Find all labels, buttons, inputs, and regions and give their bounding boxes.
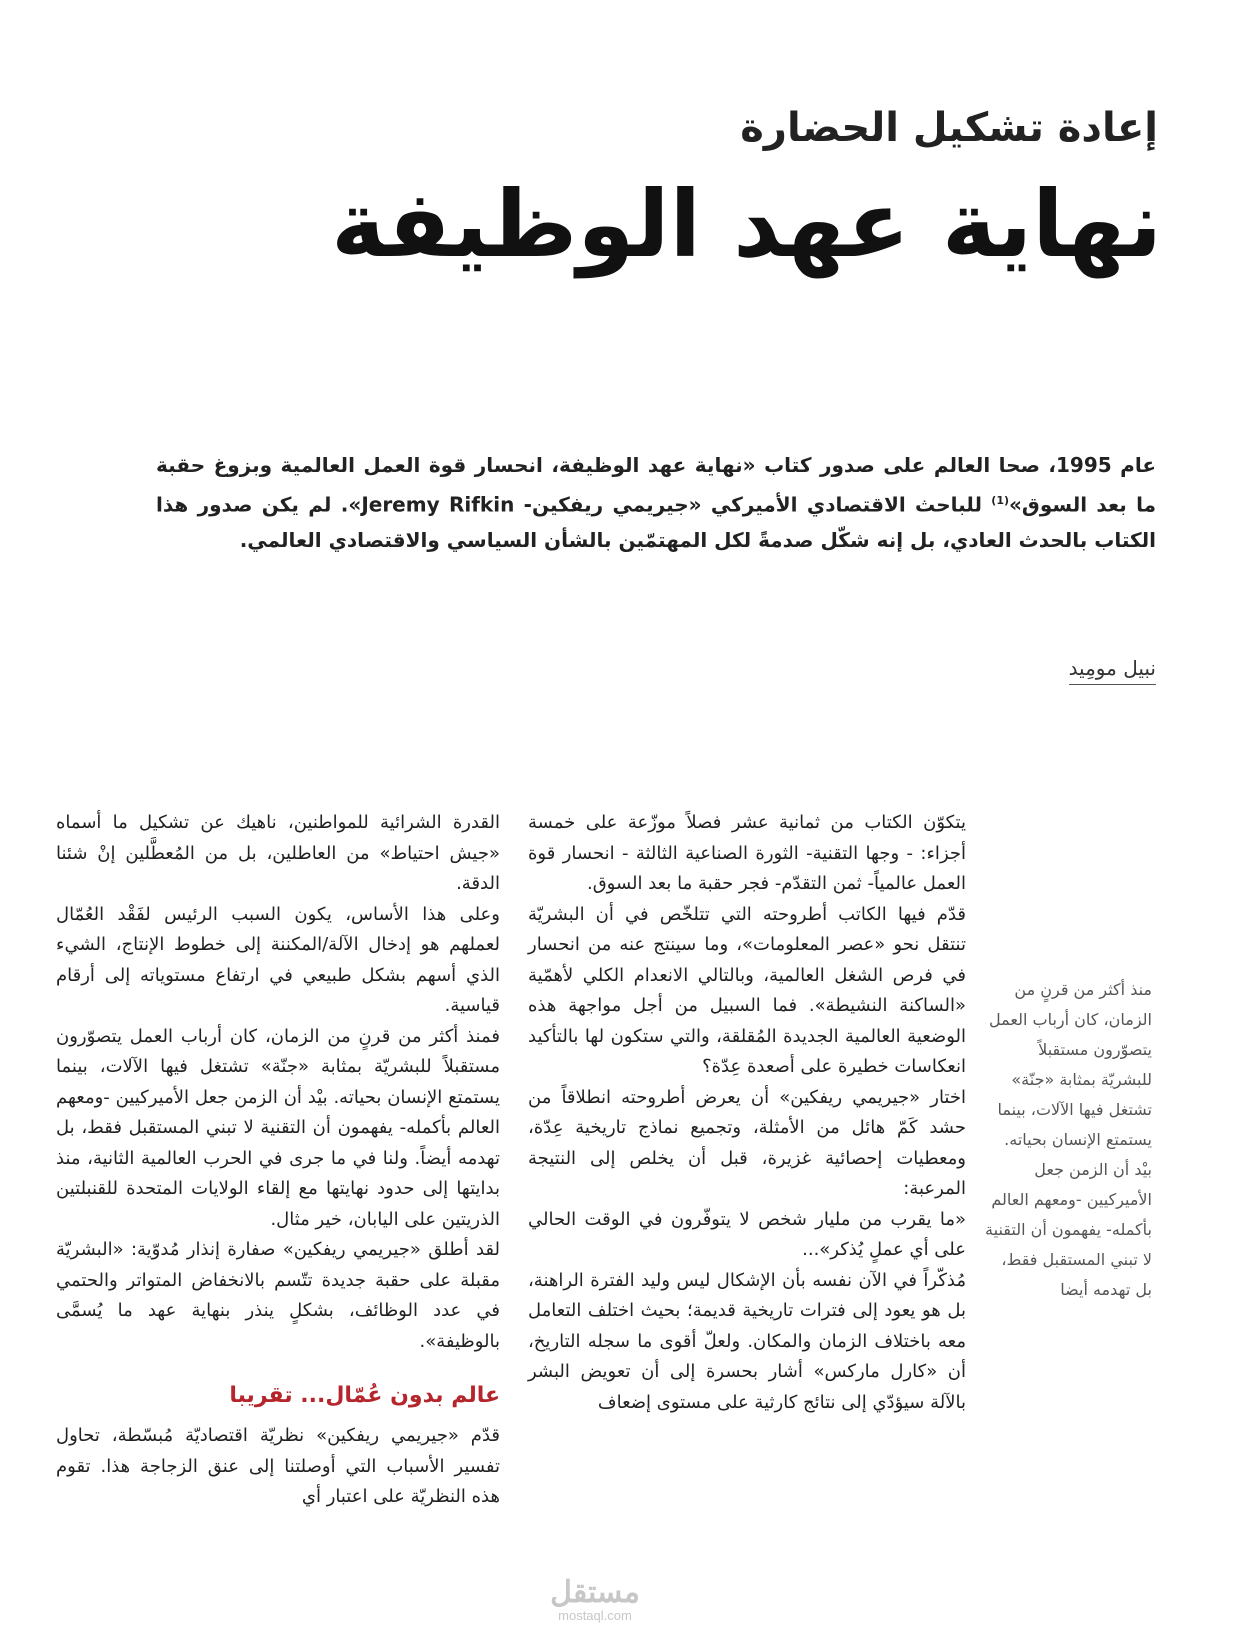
- paragraph: وعلى هذا الأساس، يكون السبب الرئيس لفَقْد العُمّال لعملهم هو إدخال الآلة/المكننة إلى خطوط الإنتاج، الشيء الذي أسهم بشكل طبيعي في ارتفاع مستوياته إلى أرقام قياسية.: [56, 903, 500, 1016]
- section-subheading: عالم بدون عُمّال... تقريبا: [229, 1383, 500, 1408]
- paragraph: فمنذ أكثر من قرنٍ من الزمان، كان أرباب العمل يتصوّرون مستقبلاً للبشريّة بمثابة «جنّة» تشتغل فيها الآلات، بينما يستمتع الإنسان بحياته. بيْد أن الزمن جعل الأميركيين -ومعهم العالم بأكمله- يفهمون أن التقنية لا تبني المستقبل فقط، بل تهدمه أيضاً. ولنا في ما جرى في الحرب العالمية الثانية، منذ بدايتها إلى حدود نهايتها مع إلقاء الولايات المتحدة للقنبلتين الذريتين على اليابان، خير مثال.: [56, 1025, 500, 1230]
- section-kicker: إعادة تشكيل الحضارة: [740, 105, 1158, 151]
- paragraph: قدّم «جيريمي ريفكين» نظريّة اقتصاديّة مُبسّطة، تحاول تفسير الأسباب التي أوصلتنا إلى عنق الزجاجة هذا. تقوم هذه النظريّة على اعتبار أي: [56, 1425, 500, 1508]
- author-byline: نبيل مومِيد: [1069, 656, 1156, 685]
- footnote-marker: (1): [991, 494, 1010, 507]
- watermark-logo: مستقل: [550, 1576, 640, 1609]
- paragraph: يتكوّن الكتاب من ثمانية عشر فصلاً موزّعة على خمسة أجزاء: - وجها التقنية- الثورة الصناعية الثالثة - انحسار قوة العمل عالمياً- ثمن التقدّم- فجر حقبة ما بعد السوق.: [528, 812, 966, 894]
- quote-paragraph: «ما يقرب من مليار شخص لا يتوفّرون في الوقت الحالي على أي عملٍ يُذكر»...: [528, 1208, 966, 1260]
- paragraph: قدّم فيها الكاتب أطروحته التي تتلخّص في أن البشريّة تنتقل نحو «عصر المعلومات»، وما سينتج عنه من انحسار في فرص الشغل العالمية، وبالتالي الانعدام الكلي لأهمّية «الساكنة النشيطة». فما السبيل من أجل مواجهة هذه الوضعية العالمية الجديدة المُقلقة، والتي ستكون لها بالتأكيد انعكاسات خطيرة على أصعدة عِدّة؟: [528, 903, 966, 1077]
- lede-text-part1: عام 1995، صحا العالم على صدور كتاب «نهاية عهد الوظيفة، انحسار قوة العمل العالمية وبزوغ حقبة ما بعد السوق»: [156, 453, 1156, 517]
- paragraph: القدرة الشرائية للمواطنين، ناهيك عن تشكيل ما أسماه «جيش احتياط» من العاطلين، بل من المُعطَّلين إنْ شئنا الدقة.: [56, 812, 500, 894]
- column-left: [56, 808, 500, 1513]
- watermark: [520, 1578, 670, 1623]
- paragraph: اختار «جيريمي ريفكين» أن يعرض أطروحته انطلاقاً من حشد كَمّ هائل من الأمثلة، وتجميع نماذج تاريخية عِدّة، ومعطيات إحصائية غزيرة، قبل أن يخلص إلى النتيجة المرعبة:: [528, 1086, 966, 1199]
- column-middle: [528, 808, 966, 1418]
- watermark-url: mostaql.com: [558, 1608, 632, 1623]
- pull-quote: منذ أكثر من قرنٍ من الزمان، كان أرباب العمل يتصوّرون مستقبلاً للبشريّة بمثابة «جنّة» تشتغل فيها الآلات، بينما يستمتع الإنسان بحياته. بيْد أن الزمن جعل الأميركيين -ومعهم العالم بأكمله- يفهمون أن التقنية لا تبني المستقبل فقط، بل تهدمه أيضا: [985, 980, 1152, 1299]
- paragraph: لقد أطلق «جيريمي ريفكين» صفارة إنذار مُدوّية: «البشريّة مقبلة على حقبة جديدة تتّسم بالانخفاض المتواتر والحتمي في عدد الوظائف، بشكلٍ ينذر بنهاية عهد ما يُسمَّى بالوظيفة».: [56, 1239, 500, 1352]
- article-lede: [156, 448, 1156, 558]
- lede-text-part2: للباحث الاقتصادي الأميركي «جيريمي ريفكين- Jeremy Rifkin». لم يكن صدور هذا الكتاب بالحدث العادي، بل إنه شكّل صدمةً لكل المهتمّين بالشأن السياسي والاقتصادي العالمي.: [156, 492, 1156, 552]
- article-headline: نهاية عهد الوظيفة: [331, 171, 1162, 278]
- paragraph: مُذكّراً في الآن نفسه بأن الإشكال ليس وليد الفترة الراهنة، بل هو يعود إلى فترات تاريخية قديمة؛ بحيث اختلف التعامل معه باختلاف الزمان والمكان. ولعلّ أقوى ما سجله التاريخ، أن «كارل ماركس» أشار بحسرة إلى أن تعويض البشر بالآلة سيؤدّي إلى نتائج كارثية على مستوى إضعاف: [528, 1269, 966, 1413]
